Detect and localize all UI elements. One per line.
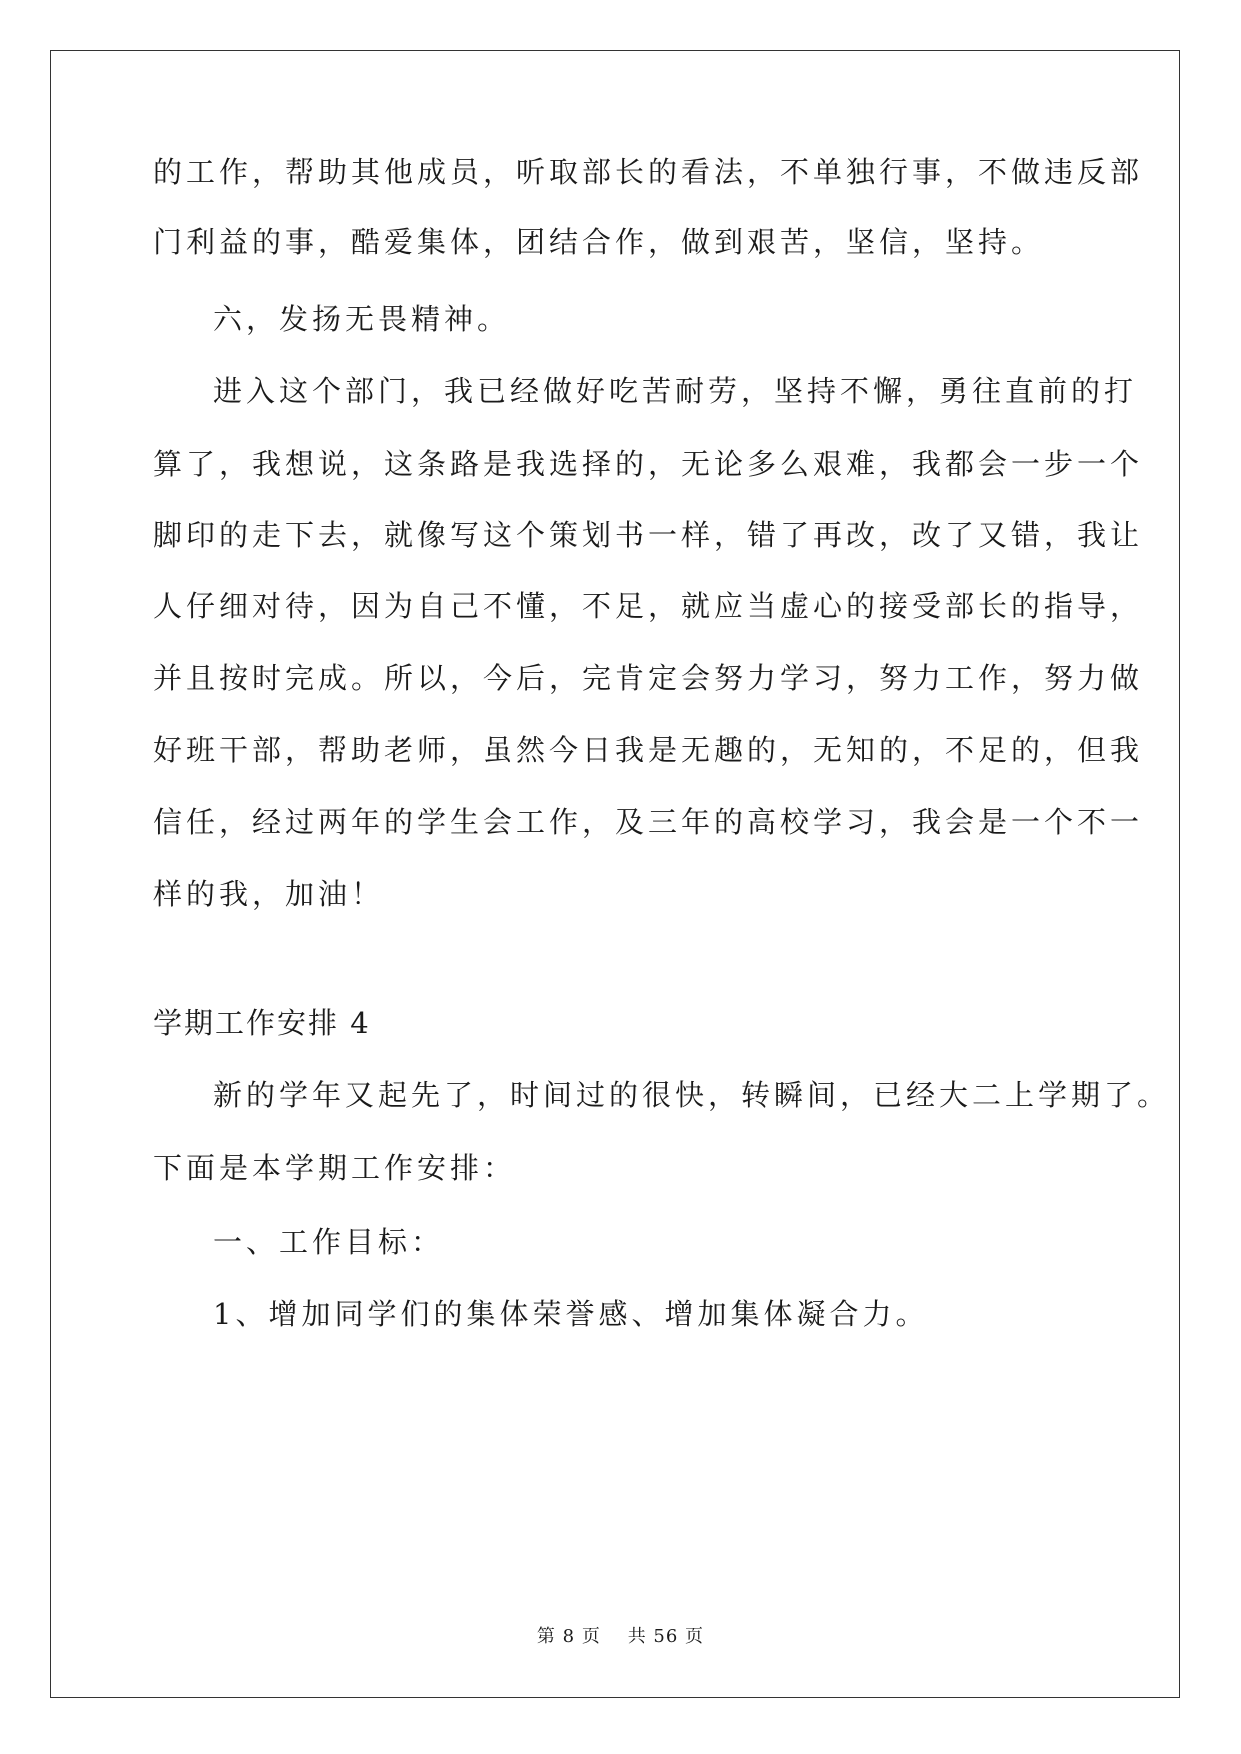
paragraph-line: 并且按时完成。所以，今后，完肯定会努力学习，努力工作，努力做: [153, 661, 1144, 695]
paragraph-line: 下面是本学期工作安排：: [153, 1151, 517, 1185]
paragraph-line: 算了，我想说，这条路是我选择的，无论多么艰难，我都会一步一个: [153, 447, 1144, 481]
paragraph-line: 新的学年又起先了，时间过的很快，转瞬间，已经大二上学期了。: [213, 1078, 1171, 1112]
section-title: 学期工作安排 4: [153, 1006, 371, 1040]
list-item: 1、增加同学们的集体荣誉感、增加集体凝合力。: [213, 1297, 929, 1331]
paragraph-line: 人仔细对待，因为自己不懂，不足，就应当虚心的接受部长的指导，: [153, 589, 1144, 623]
paragraph-line: 好班干部，帮助老师，虽然今日我是无趣的，无知的，不足的，但我: [153, 733, 1144, 767]
paragraph-line: 的工作，帮助其他成员，听取部长的看法，不单独行事，不做违反部: [153, 155, 1144, 189]
page-number-footer: 第 8 页 共 56 页: [536, 1626, 705, 1647]
paragraph-line: 脚印的走下去，就像写这个策划书一样，错了再改，改了又错，我让: [153, 518, 1144, 552]
paragraph-line: 进入这个部门，我已经做好吃苦耐劳，坚持不懈，勇往直前的打: [213, 374, 1138, 408]
section-heading-six: 六，发扬无畏精神。: [213, 302, 511, 336]
paragraph-line: 门利益的事，酷爱集体，团结合作，做到艰苦，坚信，坚持。: [153, 225, 1045, 259]
paragraph-line: 样的我，加油！: [153, 877, 385, 911]
paragraph-line: 信任，经过两年的学生会工作，及三年的高校学习，我会是一个不一: [153, 805, 1144, 839]
subheading-goals: 一、工作目标：: [213, 1225, 445, 1259]
